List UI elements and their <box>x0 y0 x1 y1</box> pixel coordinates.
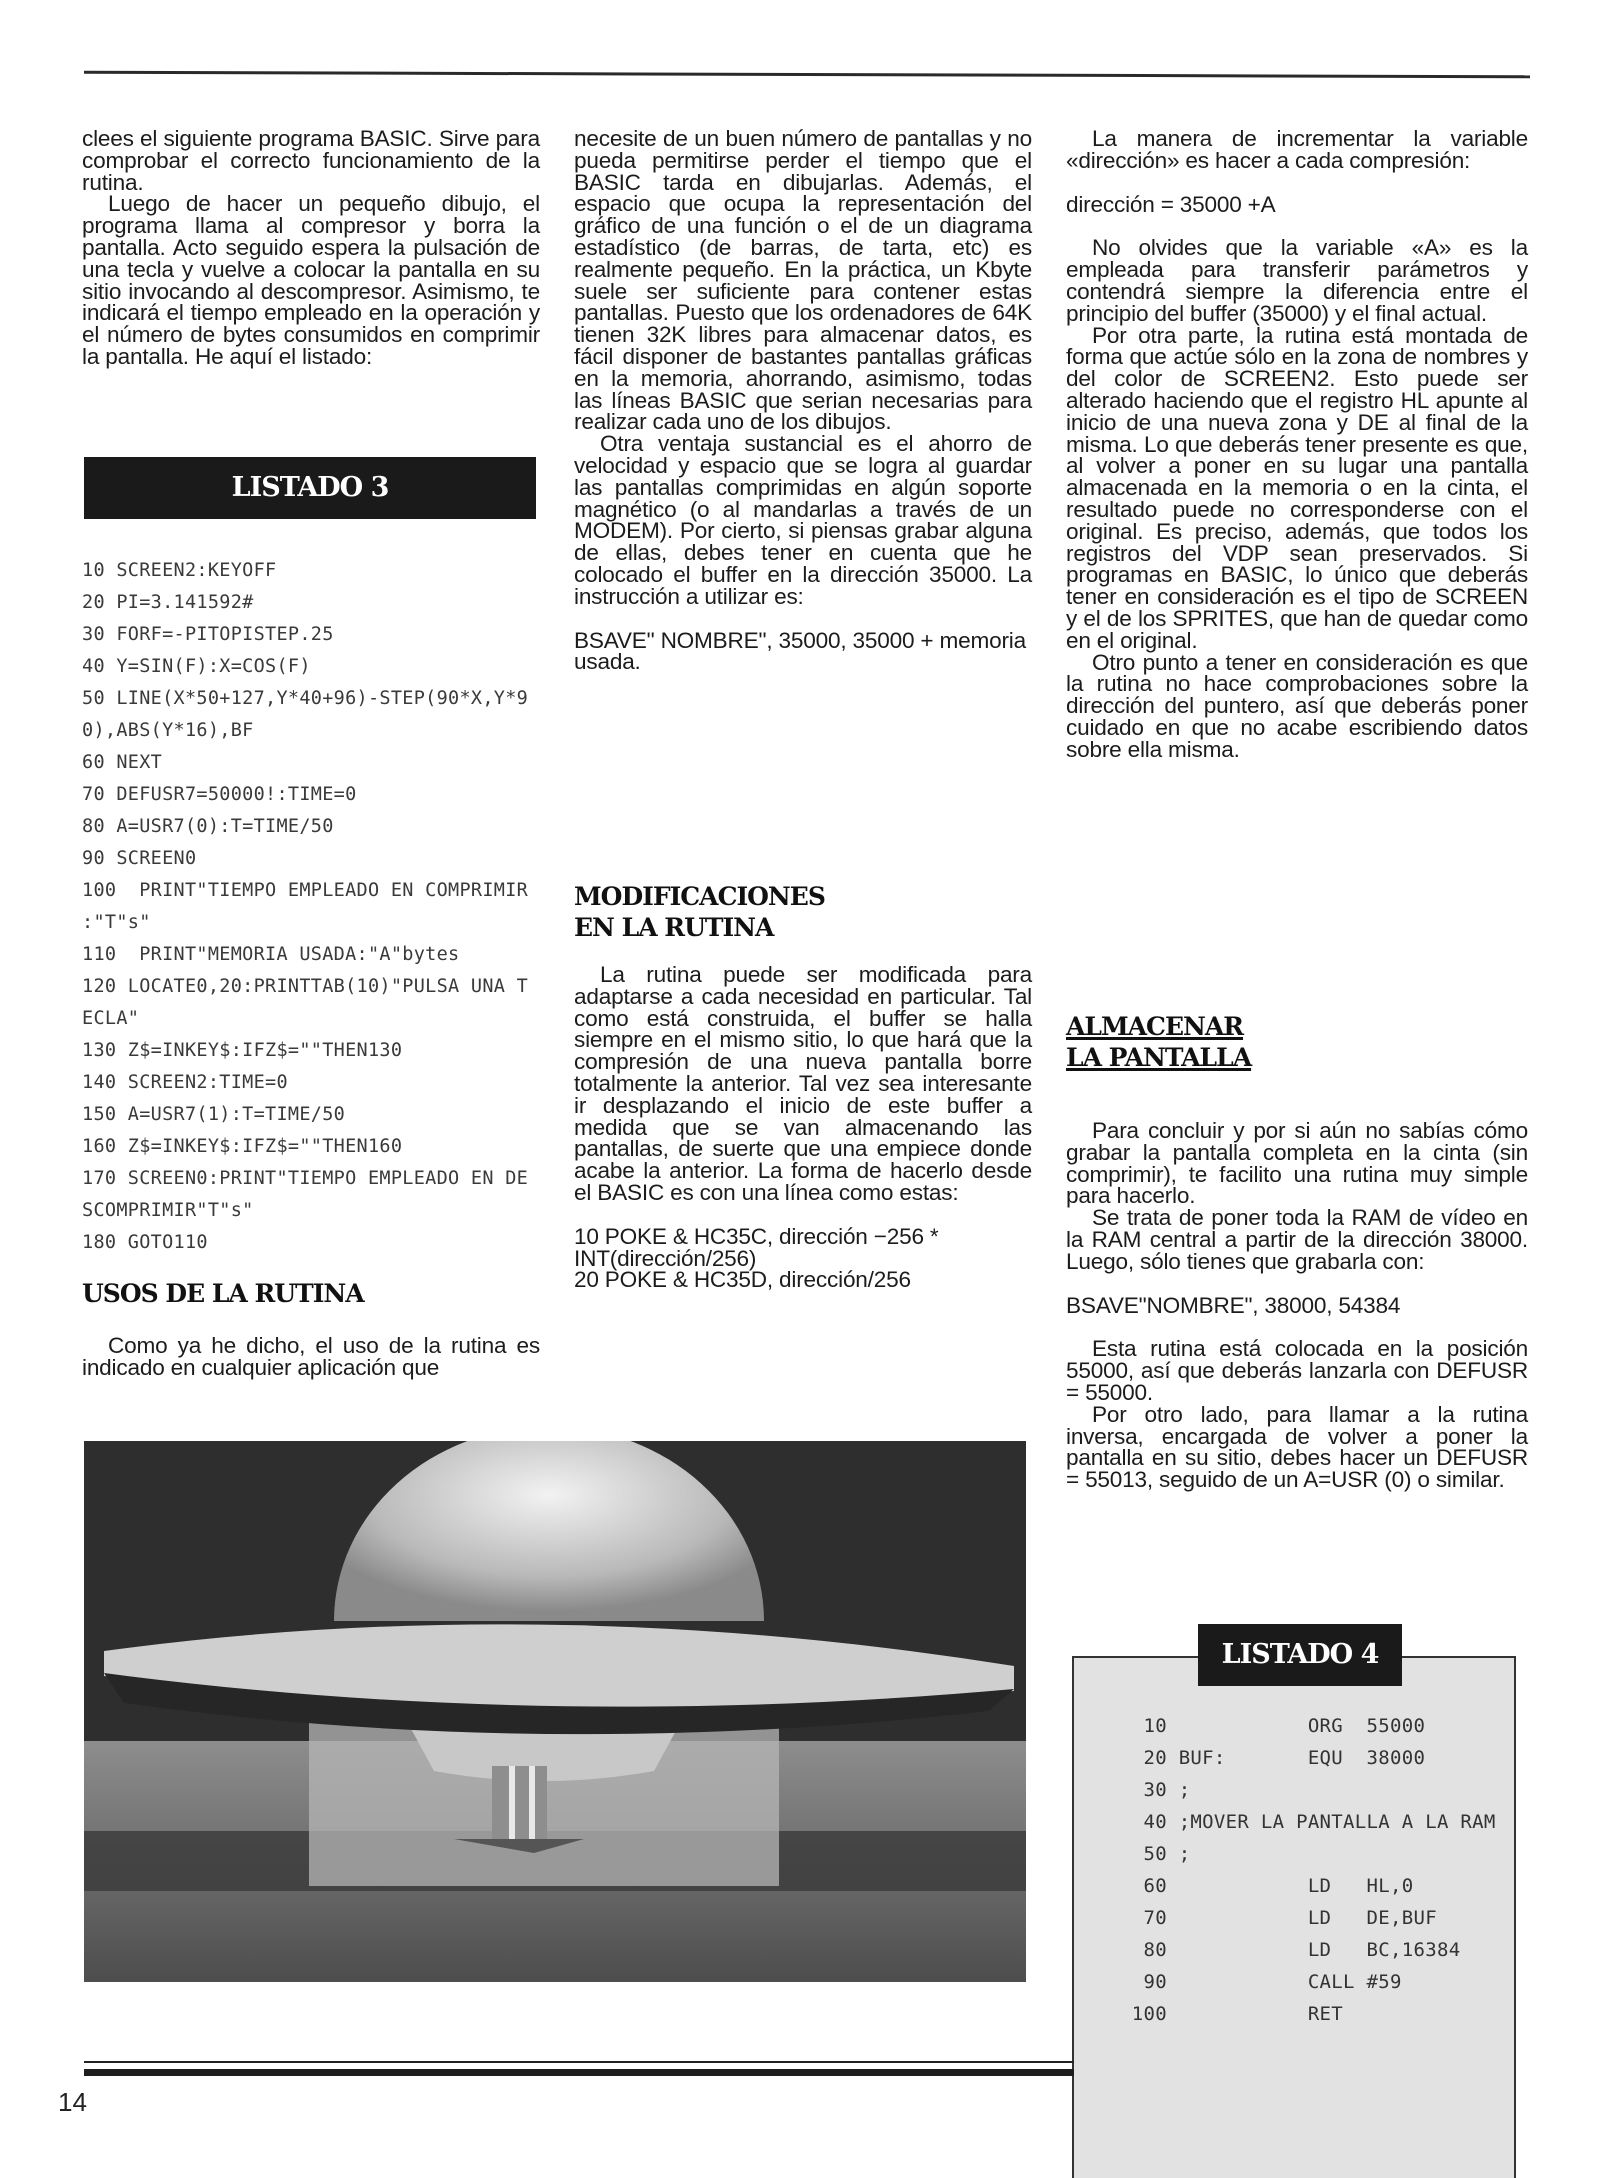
section-heading-almacenar <box>1066 1011 1251 1073</box>
code-line: 110 PRINT"MEMORIA USADA:"A"bytes <box>82 944 460 965</box>
paragraph: Para concluir y por si aún no sabías cómo grabar la pantalla completa en la cinta (sin comprimir), te facilito una rutina muy simple para hacerlo. <box>1066 1118 1528 1209</box>
code-line: 30 FORF=-PITOPISTEP.25 <box>82 624 334 645</box>
poke-line-1: 10 POKE & HC35C, dirección −256 * INT(dirección/256) <box>574 1223 939 1271</box>
code-line: 80 LD BC,16384 <box>1120 1939 1461 1961</box>
code-line: 80 A=USR7(0):T=TIME/50 <box>82 816 334 837</box>
bottom-rule-thick <box>84 2069 1074 2076</box>
listado-3-code <box>82 555 528 1259</box>
top-rule <box>84 71 1530 79</box>
listado-4-code <box>1120 1710 1496 2030</box>
modificaciones-body <box>574 964 1032 1291</box>
code-line: 160 Z$=INKEY$:IFZ$=""THEN160 <box>82 1136 403 1157</box>
paragraph: clees el siguiente programa BASIC. Sirve para comprobar el correcto funcionamiento de la rutina. <box>82 126 540 195</box>
code-line: 10 ORG 55000 <box>1120 1715 1426 1737</box>
listado-3-title: LISTADO 3 <box>84 457 536 519</box>
code-line: 50 LINE(X*50+127,Y*40+96)-STEP(90*X,Y*9 <box>82 688 529 709</box>
listado-4-title: LISTADO 4 <box>1198 1624 1402 1686</box>
column-3 <box>1066 128 1528 761</box>
column-1 <box>82 128 540 368</box>
paragraph: necesite de un buen número de pantallas y no pueda permitirse perder el tiempo que el BASIC tarda en dibujarlas. Además, el espacio que ocupa la representación del gráfico de una función o el de un diagrama estadístico (de barras, de tarta, etc) es realmente pequeño. En la práctica, un Kbyte suele ser suficiente para contener estas pantallas. Puesto que los ordenadores de 64K tienen 32K libres para almacenar datos, es fácil disponer de bastantes pantallas gráficas en la memoria, ahorrando, asimismo, todas las líneas BASIC que serian necesarias para realizar cada uno de los dibujos. <box>574 126 1032 435</box>
code-line: 170 SCREEN0:PRINT"TIEMPO EMPLEADO EN DE <box>82 1168 529 1189</box>
paragraph: Otro punto a tener en consideración es que la rutina no hace comprobaciones sobre la dirección del puntero, así que deberás poner cuidado en que no acabe escribiendo datos sobre ella misma. <box>1066 649 1528 762</box>
heading-line: ALMACENAR <box>1066 1012 1244 1041</box>
paragraph: Por otro lado, para llamar a la rutina inversa, encargada de volver a poner la pantalla en su sitio, debes hacer un DEFUSR = 55013, seguido de un A=USR (0) o similar. <box>1066 1401 1528 1493</box>
code-line: 140 SCREEN2:TIME=0 <box>82 1072 288 1093</box>
code-line: 0),ABS(Y*16),BF <box>82 720 254 741</box>
heading-line: EN LA RUTINA <box>574 913 774 942</box>
code-line: 70 DEFUSR7=50000!:TIME=0 <box>82 784 357 805</box>
code-line: 10 SCREEN2:KEYOFF <box>82 560 277 581</box>
code-line: 90 CALL #59 <box>1120 1971 1402 1993</box>
code-line: 70 LD DE,BUF <box>1120 1907 1437 1929</box>
poke-line-2: 20 POKE & HC35D, dirección/256 <box>574 1267 911 1293</box>
code-line: 20 BUF: EQU 38000 <box>1120 1747 1426 1769</box>
code-line: 60 LD HL,0 <box>1120 1875 1414 1897</box>
code-line: 60 NEXT <box>82 752 163 773</box>
paragraph: Por otra parte, la rutina está montada de forma que actúe sólo en la zona de nombres y del color de SCREEN2. Esto puede ser alterado haciendo que el registro HL apunte al inicio de una nueva zona y DE al final de la misma. Lo que deberás tener presente es que, al volver a poner en su lugar una pantalla almacenada en la memoria o en la cinta, el resultado puede no corresponderse con el original. Es preciso, además, que todos los registros del VDP sean preservados. Si programas en BASIC, lo único que deberás tener en consideración es el tipo de SCREEN y el de los SPRITES, que han de quedar como en el original. <box>1066 322 1528 653</box>
paragraph: Se trata de poner toda la RAM de vídeo en la RAM central a partir de la dirección 38000. Luego, sólo tienes que grabarla con: <box>1066 1205 1528 1274</box>
code-line: 90 SCREEN0 <box>82 848 197 869</box>
code-line: 150 A=USR7(1):T=TIME/50 <box>82 1104 346 1125</box>
heading-line: MODIFICACIONES <box>574 882 825 911</box>
heading-line: LA PANTALLA <box>1066 1043 1252 1072</box>
page-number: 14 <box>58 2087 87 2117</box>
bottom-rule-thin <box>84 2061 1074 2063</box>
bsave-line: BSAVE"NOMBRE", 38000, 54384 <box>1066 1292 1401 1318</box>
paragraph: Otra ventaja sustancial es el ahorro de velocidad y espacio que se logra al guardar las pantallas comprimidas en algún soporte magnético (o al mandarlas a través de un MODEM). Por cierto, si piensas grabar alguna de ellas, debes tener en cuenta que he colocado el buffer en la dirección 35000. La instrucción a utilizar es: <box>574 431 1032 609</box>
code-line: 130 Z$=INKEY$:IFZ$=""THEN130 <box>82 1040 403 1061</box>
code-line: :"T"s" <box>82 912 151 933</box>
paragraph: Luego de hacer un pequeño dibujo, el programa llama al compresor y borra la pantalla. Acto seguido espera la pulsación de una tecla y vuelve a colocar la pantalla en su sitio invocando al descompresor. Asimismo, te indicará el tiempo empleado en la operación y el número de bytes consumidos en comprimir la pantalla. He aquí el listado: <box>82 191 540 369</box>
paragraph: Esta rutina está colocada en la posición 55000, así que deberás lanzarla con DEFUSR = 55000. <box>1066 1336 1528 1405</box>
formula: dirección = 35000 +A <box>1066 191 1276 217</box>
code-line: 20 PI=3.141592# <box>82 592 254 613</box>
code-line: 40 Y=SIN(F):X=COS(F) <box>82 656 311 677</box>
ufo-photo <box>84 1441 1026 1982</box>
paragraph: Como ya he dicho, el uso de la rutina es indicado en cualquier aplicación que <box>82 1333 540 1380</box>
code-line: 40 ;MOVER LA PANTALLA A LA RAM <box>1120 1811 1496 1833</box>
code-line: 120 LOCATE0,20:PRINTTAB(10)"PULSA UNA T <box>82 976 529 997</box>
code-line: 180 GOTO110 <box>82 1232 208 1253</box>
code-line: 100 RET <box>1120 2003 1344 2025</box>
column-2 <box>574 128 1032 673</box>
code-line: 100 PRINT"TIEMPO EMPLEADO EN COMPRIMIR <box>82 880 529 901</box>
paragraph: No olvides que la variable «A» es la empleada para transferir parámetros y contendrá siempre la diferencia entre el principio del buffer (35000) y el final actual. <box>1066 235 1528 326</box>
code-line: ECLA" <box>82 1008 140 1029</box>
almacenar-body <box>1066 1120 1528 1491</box>
section-heading-modificaciones <box>574 881 825 943</box>
ufo-image-icon <box>84 1441 1026 1982</box>
code-line: 50 ; <box>1120 1843 1191 1865</box>
code-line: 30 ; <box>1120 1779 1191 1801</box>
usos-body <box>82 1335 540 1379</box>
code-line: SCOMPRIMIR"T"s" <box>82 1200 254 1221</box>
bsave-instruction: BSAVE" NOMBRE", 35000, 35000 + memoria usada. <box>574 627 1026 675</box>
paragraph: La manera de incrementar la variable «dirección» es hacer a cada compresión: <box>1066 126 1528 173</box>
paragraph: La rutina puede ser modificada para adaptarse a cada necesidad en particular. Tal como está construida, el buffer se halla siempre en el mismo sitio, lo que hará que la compresión de una nueva pantalla borre totalmente la anterior. Tal vez sea interesante ir desplazando el inicio de este buffer a medida que se van almacenando las pantallas, de suerte que una empiece donde acabe la anterior. La forma de hacerlo desde el BASIC es con una línea como estas: <box>574 962 1032 1205</box>
section-heading-usos: USOS DE LA RUTINA <box>82 1279 364 1308</box>
